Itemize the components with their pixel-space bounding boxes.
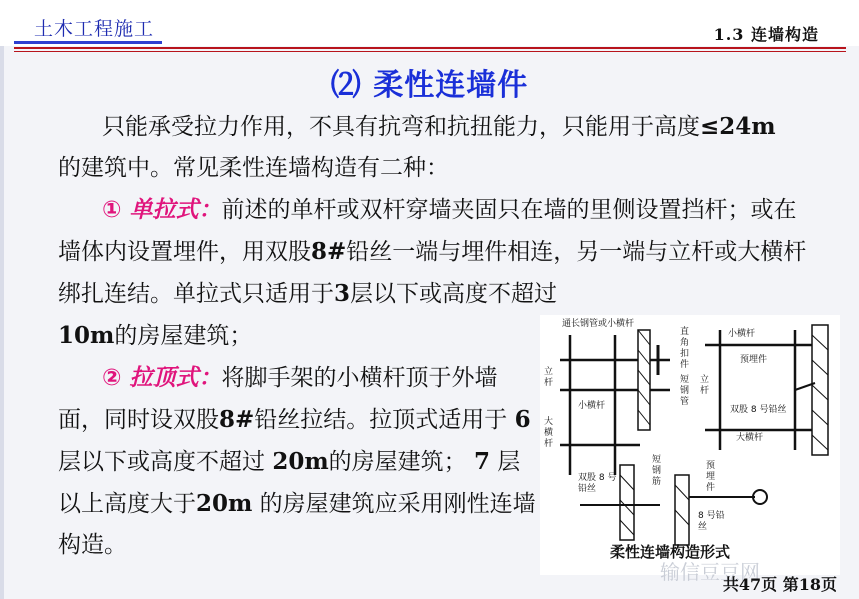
p3-text-d: 的房屋建筑；	[328, 449, 474, 475]
intro-text-b: 的建筑中。常见柔性连墙构造有二种：	[58, 155, 449, 181]
p3-bold-b: 6	[514, 406, 531, 433]
p3-text-c: 层以下或高度不超过	[58, 449, 273, 475]
label-wire8: 8 号铅丝	[698, 511, 725, 532]
label-short-rebar: 短钢筋	[652, 455, 662, 487]
label-right-angle-coupler: 直角扣件	[680, 327, 690, 370]
p2-text-a: 前述的单杆或双杆穿墙夹固只在墙的里侧设置挡杆；或在墙体内设置埋件，用双股	[58, 197, 797, 265]
p2-bold-a: 8#	[311, 238, 347, 265]
p3-text-b: 铅丝拉结。拉顶式适用于	[254, 407, 515, 433]
p3-bold-d: 7	[473, 448, 490, 475]
p3-bold-a: 8#	[219, 406, 255, 433]
watermark: 输信豆豆网	[660, 560, 760, 584]
p3-text-f: 的房屋建筑应采用刚性连墙构造。	[58, 491, 536, 558]
label-vertical-pole-2: 立杆	[700, 375, 710, 396]
term-single-pull: ① 单拉式：	[102, 197, 222, 223]
p2-text-d: 的房屋建筑；	[114, 323, 253, 349]
paragraph-intro	[58, 106, 798, 189]
label-small-bar: 小横杆	[578, 401, 606, 411]
label-small-bar-2: 小横杆	[728, 329, 756, 339]
p2-bold-b: 3	[334, 280, 351, 307]
p2-text-c: 层以下或高度不超过	[350, 281, 558, 307]
label-embedded: 预埋件	[740, 355, 768, 365]
label-through-pipe: 通长钢管或小横杆	[562, 319, 635, 329]
slide-heading: ⑵ 柔性连墙件	[330, 68, 529, 103]
course-title-underline	[14, 41, 162, 44]
course-title: 土木工程施工	[34, 18, 155, 40]
wall	[638, 330, 650, 430]
label-double-wire: 双股 8 号铅丝	[730, 405, 787, 415]
intro-text-a: 只能承受拉力作用，不具有抗弯和抗扭能力，只能用于高度	[102, 114, 700, 140]
section-tag: 1.3 连墙构造	[713, 25, 819, 44]
p2-bold-c: 10m	[58, 322, 115, 349]
label-double-wire-2: 双股 8 号铅丝	[578, 473, 617, 494]
p3-bold-e: 20m	[196, 490, 253, 517]
wall-tie-figure	[540, 315, 840, 575]
p3-text-e: 层以上高度大于	[58, 449, 521, 517]
left-edge-bar	[0, 46, 4, 599]
p3-bold-c: 20m	[272, 448, 329, 475]
label-vertical-pole: 立杆	[544, 367, 554, 388]
intro-height-limit: ≤24m	[700, 113, 776, 140]
p3-text-a: 将脚手架的小横杆顶于外墙面，同时设双股	[58, 365, 498, 433]
label-embedded-2: 预埋件	[706, 461, 716, 493]
term-pull-push: ② 拉顶式：	[102, 365, 222, 391]
header-rule	[14, 47, 846, 49]
header-rule-thin	[14, 51, 846, 52]
figure-caption: 柔性连墙构造形式	[610, 543, 731, 561]
paragraph-pull-push	[58, 358, 538, 566]
label-big-bar-2: 大横杆	[736, 433, 764, 443]
p2-text-b: 铅丝一端与埋件相连，另一端与立杆或大横杆绑扎连结。单拉式只适用于	[58, 239, 807, 307]
label-big-bar: 大横杆	[544, 417, 554, 449]
page-number: 共47页 第18页	[722, 575, 837, 594]
label-short-pipe: 短钢管	[680, 375, 690, 407]
